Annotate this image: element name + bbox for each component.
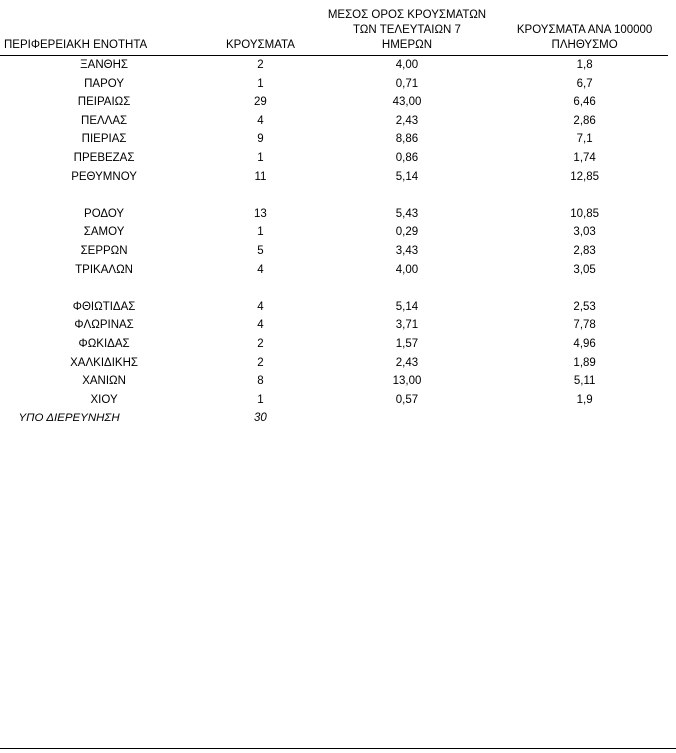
cell-region: ΠΕΙΡΑΙΩΣ (77, 96, 131, 109)
table-body (0, 56, 668, 428)
cell-cases: 11 (254, 170, 267, 183)
cell-avg7days: 0,71 (395, 77, 419, 90)
header-avg7days-line3: ΗΜΕΡΩΝ (381, 39, 433, 51)
cell-avg7days (313, 279, 502, 298)
cell-per100k: 4,96 (573, 337, 596, 350)
cell-avg7days: 13,00 (392, 375, 422, 388)
cell-avg7days: 4,00 (395, 59, 419, 71)
table-row (0, 354, 668, 373)
cell-cases: 2 (257, 59, 264, 71)
table-row (0, 75, 668, 94)
cell-avg7days: 8,86 (395, 133, 419, 146)
header-per100k (501, 8, 668, 53)
table-row-under-investigation (0, 409, 668, 428)
cell-cases: 1 (257, 226, 264, 239)
cell-avg7days: 0,57 (395, 393, 419, 406)
cell-region: ΣΕΡΡΩΝ (80, 244, 128, 257)
cell-per100k (501, 279, 668, 298)
table-row (0, 56, 668, 75)
cell-cases: 29 (254, 96, 267, 109)
cell-region: ΦΩΚΙΔΑΣ (78, 337, 130, 350)
table-row (0, 391, 668, 410)
header-per100k-line1: ΚΡΟΥΣΜΑΤΑ ΑΝΑ 100000 (516, 24, 653, 36)
cell-cases: 4 (257, 300, 264, 313)
cell-per100k (501, 409, 668, 428)
cell-cases: 1 (257, 151, 264, 164)
cell-region: ΥΠΟ ΔΙΕΡΕΥΝΗΣΗ (18, 412, 120, 425)
cell-cases: 9 (257, 133, 264, 146)
cell-region: ΡΕΘΥΜΝΟΥ (71, 170, 137, 183)
cell-cases: 5 (257, 244, 264, 257)
cell-cases: 8 (257, 375, 264, 388)
header-region-label: ΠΕΡΙΦΕΡΕΙΑΚΗ ΕΝΟΤΗΤΑ (4, 39, 148, 51)
cell-per100k: 3,03 (573, 226, 596, 239)
cell-region: ΠΕΛΛΑΣ (81, 114, 128, 127)
table-row (0, 335, 668, 354)
cell-avg7days: 0,29 (395, 226, 419, 239)
cell-cases: 4 (257, 114, 264, 127)
cell-per100k: 2,86 (573, 114, 596, 127)
cell-region: ΦΛΩΡΙΝΑΣ (74, 319, 134, 332)
header-cases-label: ΚΡΟΥΣΜΑΤΑ (225, 39, 295, 51)
cell-avg7days: 5,43 (395, 207, 419, 220)
cell-cases: 1 (257, 77, 264, 90)
cell-per100k: 1,9 (576, 393, 593, 406)
cell-cases: 4 (257, 319, 264, 332)
cell-avg7days: 5,14 (395, 170, 419, 183)
table-row (0, 130, 668, 149)
cell-avg7days: 1,57 (395, 337, 419, 350)
cell-avg7days: 5,14 (395, 300, 419, 313)
cell-region: ΣΑΜΟΥ (83, 226, 125, 239)
header-row (0, 8, 668, 53)
cell-region: ΧΑΛΚΙΔΙΚΗΣ (70, 356, 138, 369)
cell-per100k: 5,11 (573, 375, 596, 388)
table-header (0, 8, 668, 56)
cell-per100k: 3,05 (573, 263, 596, 276)
table-row (0, 168, 668, 187)
cell-per100k: 2,83 (573, 244, 596, 257)
cell-avg7days: 0,86 (395, 151, 419, 164)
cell-per100k: 1,89 (573, 356, 596, 369)
cases-table (0, 8, 668, 428)
cell-avg7days (313, 409, 502, 428)
header-region (0, 8, 208, 53)
cell-cases (208, 279, 313, 298)
cell-per100k: 6,7 (576, 77, 593, 90)
cell-region: ΤΡΙΚΑΛΩΝ (75, 263, 133, 276)
table-row (0, 316, 668, 335)
cell-region: ΠΙΕΡΙΑΣ (81, 133, 127, 146)
cell-cases: 30 (254, 412, 267, 425)
table-row (0, 149, 668, 168)
table-row (0, 261, 668, 280)
cell-cases: 4 (257, 263, 264, 276)
cell-cases (208, 186, 313, 205)
header-avg7days-line2: ΤΩΝ ΤΕΛΕΥΤΑΙΩΝ 7 (352, 24, 461, 36)
cell-avg7days: 2,43 (395, 356, 419, 369)
table-row (0, 242, 668, 261)
cell-per100k: 2,53 (573, 300, 596, 313)
cell-avg7days: 4,00 (395, 263, 419, 276)
table-row (0, 223, 668, 242)
cell-per100k: 12,85 (570, 170, 600, 183)
cell-avg7days: 2,43 (395, 114, 419, 127)
cell-cases: 2 (257, 356, 264, 369)
cell-cases: 13 (254, 207, 267, 220)
header-per100k-line2: ΠΛΗΘΥΣΜΟ (551, 39, 618, 51)
cell-region: ΧΙΟΥ (90, 393, 118, 406)
header-avg7days (313, 8, 502, 53)
table-row (0, 298, 668, 317)
cell-per100k: 1,74 (573, 151, 596, 164)
cell-cases: 2 (257, 337, 264, 350)
cell-avg7days: 43,00 (392, 96, 422, 109)
cell-per100k (501, 186, 668, 205)
cell-per100k: 1,8 (576, 59, 593, 71)
cell-avg7days: 3,71 (395, 319, 419, 332)
cell-region: ΡΟΔΟΥ (84, 207, 125, 220)
footer-divider (0, 748, 676, 749)
cell-region: ΞΑΝΘΗΣ (80, 59, 128, 71)
table-row (0, 93, 668, 112)
cell-region: ΠΑΡΟΥ (84, 77, 125, 90)
cell-per100k: 7,1 (576, 133, 593, 146)
cell-region: ΦΘΙΩΤΙΔΑΣ (72, 300, 136, 313)
cell-region (0, 279, 208, 298)
cell-region: ΧΑΝΙΩΝ (82, 375, 126, 388)
cell-region (0, 186, 208, 205)
header-cases (208, 8, 313, 53)
table-row-spacer (0, 186, 668, 205)
cell-avg7days (313, 186, 502, 205)
table-row (0, 372, 668, 391)
header-avg7days-line1: ΜΕΣΟΣ ΟΡΟΣ ΚΡΟΥΣΜΑΤΩΝ (327, 9, 487, 21)
cell-region: ΠΡΕΒΕΖΑΣ (73, 151, 135, 164)
cell-cases: 1 (257, 393, 264, 406)
cell-per100k: 7,78 (573, 319, 596, 332)
cell-per100k: 6,46 (573, 96, 596, 109)
table-row (0, 112, 668, 131)
cell-per100k: 10,85 (570, 207, 600, 220)
table-row-spacer (0, 279, 668, 298)
cell-avg7days: 3,43 (395, 244, 419, 257)
table-row (0, 205, 668, 224)
